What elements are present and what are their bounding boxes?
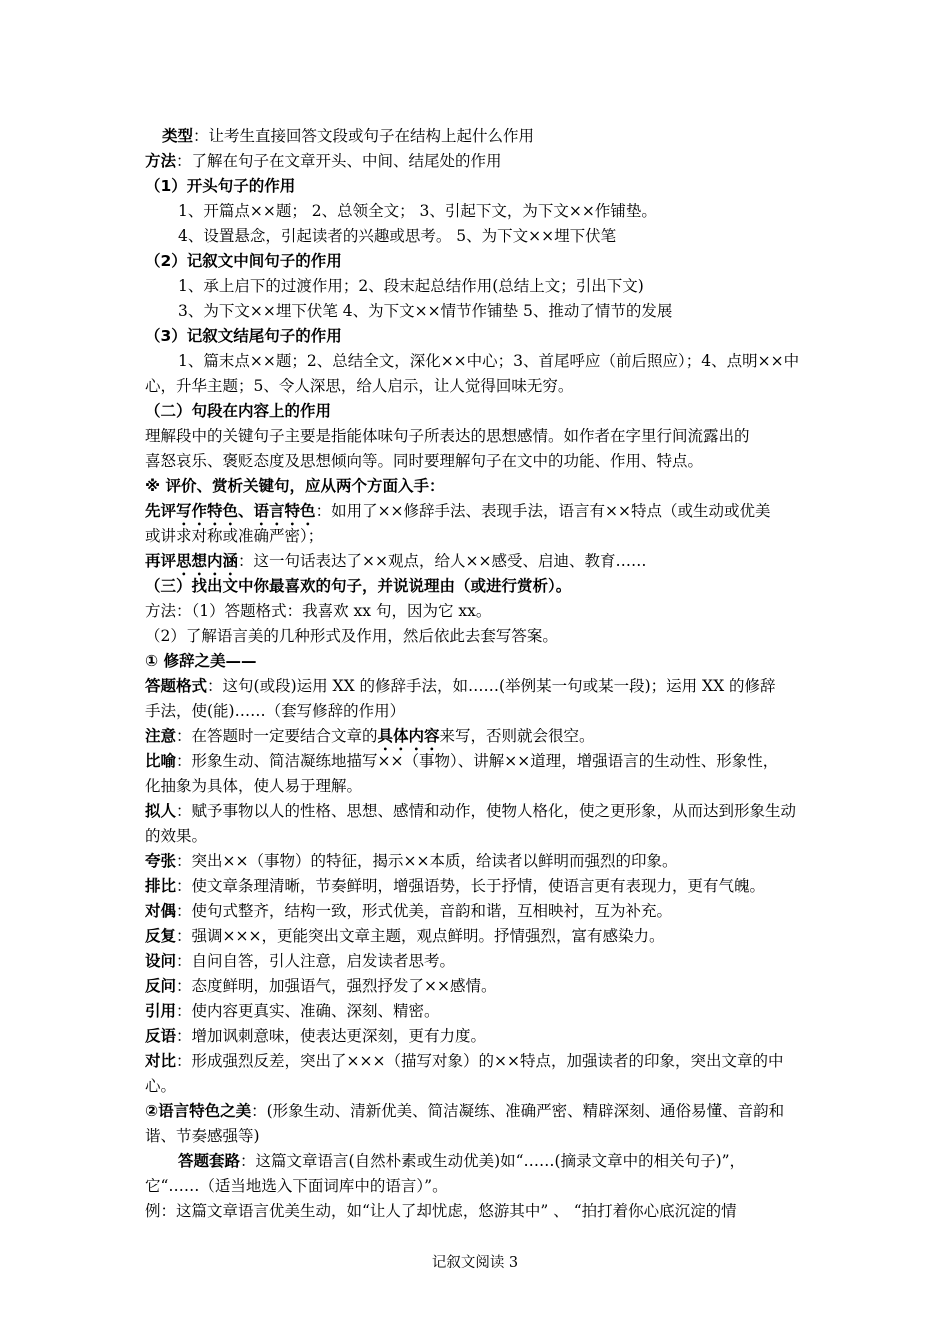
text-line (145, 674, 776, 698)
heading-content-role: （二）句段在内容上的作用 (145, 402, 332, 420)
text: ：这篇文章语言(自然朴素或生动优美)如“……(摘录文章中的相关句子)”， (240, 1152, 746, 1170)
label: 注意 (145, 727, 177, 745)
label: 拟人 (145, 802, 177, 820)
label: 再评 (145, 552, 177, 570)
text: ：使内容更真实、准确、深刻、精密。 (176, 1002, 440, 1020)
text: ：这句(或段)运用 XX 的修辞手法，如……(举例某一句或某一段)；运用 XX 的修辞 (207, 677, 776, 695)
text-line: 的效果。 (145, 827, 208, 845)
label: 对偶 (145, 902, 177, 920)
text: ：在答题时一定要结合文章的 (176, 727, 378, 745)
line-type (162, 124, 534, 148)
label: 答题套路 (178, 1152, 241, 1170)
text: ：(形象生动、清新优美、简洁凝练、准确严密、精辟深刻、通俗易懂、音韵和 (251, 1102, 785, 1120)
text: ：使句式整齐，结构一致，形式优美，音韵和谐，互相映衬，互为补充。 (176, 902, 673, 920)
label: 、 (238, 502, 254, 520)
text-line (145, 1049, 783, 1073)
emphasis: 具体内容 (377, 727, 440, 745)
label: 反问 (145, 977, 177, 995)
text-line (145, 749, 778, 773)
label: 反语 (145, 1027, 177, 1045)
text-line (145, 1099, 784, 1123)
text-line: 心。 (145, 1077, 177, 1095)
text-line: 1、篇末点××题；2、总结全文，深化××中心；3、首尾呼应（前后照应）；4、点明××中 (178, 352, 800, 370)
text-line: 方法：（1）答题格式：我喜欢 xx 句，因为它 xx。 (145, 602, 492, 620)
text-line: 它“……（适当地选入下面词库中的语言）”。 (145, 1177, 448, 1195)
text-line: 1、开篇点××题； 2、总领全文； 3、引起下文，为下文××作铺垫。 (178, 202, 657, 220)
text-line: 4、设置悬念，引起读者的兴趣或思考。 5、为下文××埋下伏笔 (178, 227, 617, 245)
text-line: （2）了解语言美的几种形式及作用，然后依此去套写答案。 (145, 627, 558, 645)
heading-evaluate: ※ 评价、赏析关键句，应从两个方面入手： (145, 477, 445, 495)
text-line: 或讲求对称或准确严密）； (145, 527, 324, 545)
heading-ending-sentence: （3）记叙文结尾句子的作用 (145, 327, 342, 345)
text-line: 喜怒哀乐、褒贬态度及思想倾向等。同时要理解句子在文中的功能、作用、特点。 (145, 452, 704, 470)
text-line: 心，升华主题；5、令人深思，给人启示，让人觉得回味无穷。 (145, 377, 574, 395)
label: 排比 (145, 877, 177, 895)
text: ：突出××（事物）的特征，揭示××本质，给读者以鲜明而强烈的印象。 (176, 852, 678, 870)
heading-middle-sentence: （2）记叙文中间句子的作用 (145, 252, 342, 270)
text: ：态度鲜明，加强语气，强烈抒发了××感情。 (176, 977, 497, 995)
text-line (145, 1024, 486, 1048)
label: 引用 (145, 1002, 177, 1020)
text: ：使文章条理清晰，节奏鲜明，增强语势，长于抒情，使语言更有表现力，更有气魄。 (176, 877, 766, 895)
text: ：自问自答，引人注意，启发读者思考。 (176, 952, 456, 970)
text-line (145, 924, 664, 948)
text-line: 手法，使(能)……（套写修辞的作用） (145, 702, 406, 720)
text-line (145, 949, 455, 973)
text-line: 1、承上启下的过渡作用；2、段末起总结作用(总结上文；引出下文) (178, 277, 644, 295)
label: 夸张 (145, 852, 177, 870)
page-footer: 记叙文阅读 3 (431, 1255, 519, 1271)
text-line (178, 1149, 745, 1173)
emphasis: 写作特色 (176, 502, 239, 520)
text: ：形成强烈反差，突出了×××（描写对象）的××特点，加强读者的印象，突出文章的中 (176, 1052, 784, 1070)
text: ：赋予事物以人的性格、思想、感情和动作，使物人格化，使之更形象，从而达到形象生动 (176, 802, 797, 820)
text: 来写，否则就会很空。 (439, 727, 595, 745)
line-method (145, 149, 502, 173)
emphasis: 语言特色 (253, 502, 316, 520)
text-line: 谐、节奏感强等) (145, 1127, 260, 1145)
label: 先评 (145, 502, 177, 520)
label: ②语言特色之美 (145, 1102, 252, 1120)
text: ：让考生直接回答文段或句子在结构上起什么作用 (193, 127, 535, 145)
label: 答题格式 (145, 677, 208, 695)
text: ：增加讽刺意味，使表达更深刻，更有力度。 (176, 1027, 487, 1045)
text-line: 理解段中的关键句子主要是指能体味句子所表达的思想感情。如作者在字里行间流露出的 (145, 427, 750, 445)
text-line (145, 799, 796, 823)
text: ：形象生动、简洁凝练地描写××（事物）、讲解××道理，增强语言的生动性、形象性， (176, 752, 779, 770)
text-line (145, 974, 497, 998)
heading-opening-sentence: （1）开头句子的作用 (145, 177, 296, 195)
label: 反复 (145, 927, 177, 945)
label: 比喻 (145, 752, 177, 770)
label-method: 方法 (145, 152, 177, 170)
heading-favorite-sentence: （三）找出文中你最喜欢的句子，并说说理由（或进行赏析）。 (145, 577, 572, 595)
text: ：了解在句子在文章开头、中间、结尾处的作用 (176, 152, 502, 170)
emphasis: 思想内涵 (176, 552, 239, 570)
heading-rhetoric: ① 修辞之美—— (145, 652, 257, 670)
text-line (145, 874, 765, 898)
text-line (145, 849, 677, 873)
text-line: 化抽象为具体，使人易于理解。 (145, 777, 363, 795)
label: 对比 (145, 1052, 177, 1070)
label: 设问 (145, 952, 177, 970)
text-line: 例：这篇文章语言优美生动，如“让人了却忧虑，悠游其中” 、 “拍打着你心底沉淀的情 (145, 1202, 737, 1220)
label-type: 类型 (162, 127, 194, 145)
text-line (145, 999, 440, 1023)
text: ：这一句话表达了××观点，给人××感受、启迪、教育…… (238, 552, 647, 570)
text: ：强调×××，更能突出文章主题，观点鲜明。抒情强烈，富有感染力。 (176, 927, 665, 945)
text-line (145, 899, 672, 923)
text: ：如用了××修辞手法、表现手法，语言有××特点（或生动或优美 (315, 502, 771, 520)
text-line: 3、为下文××埋下伏笔 4、为下文××情节作铺垫 5、推动了情节的发展 (178, 302, 673, 320)
